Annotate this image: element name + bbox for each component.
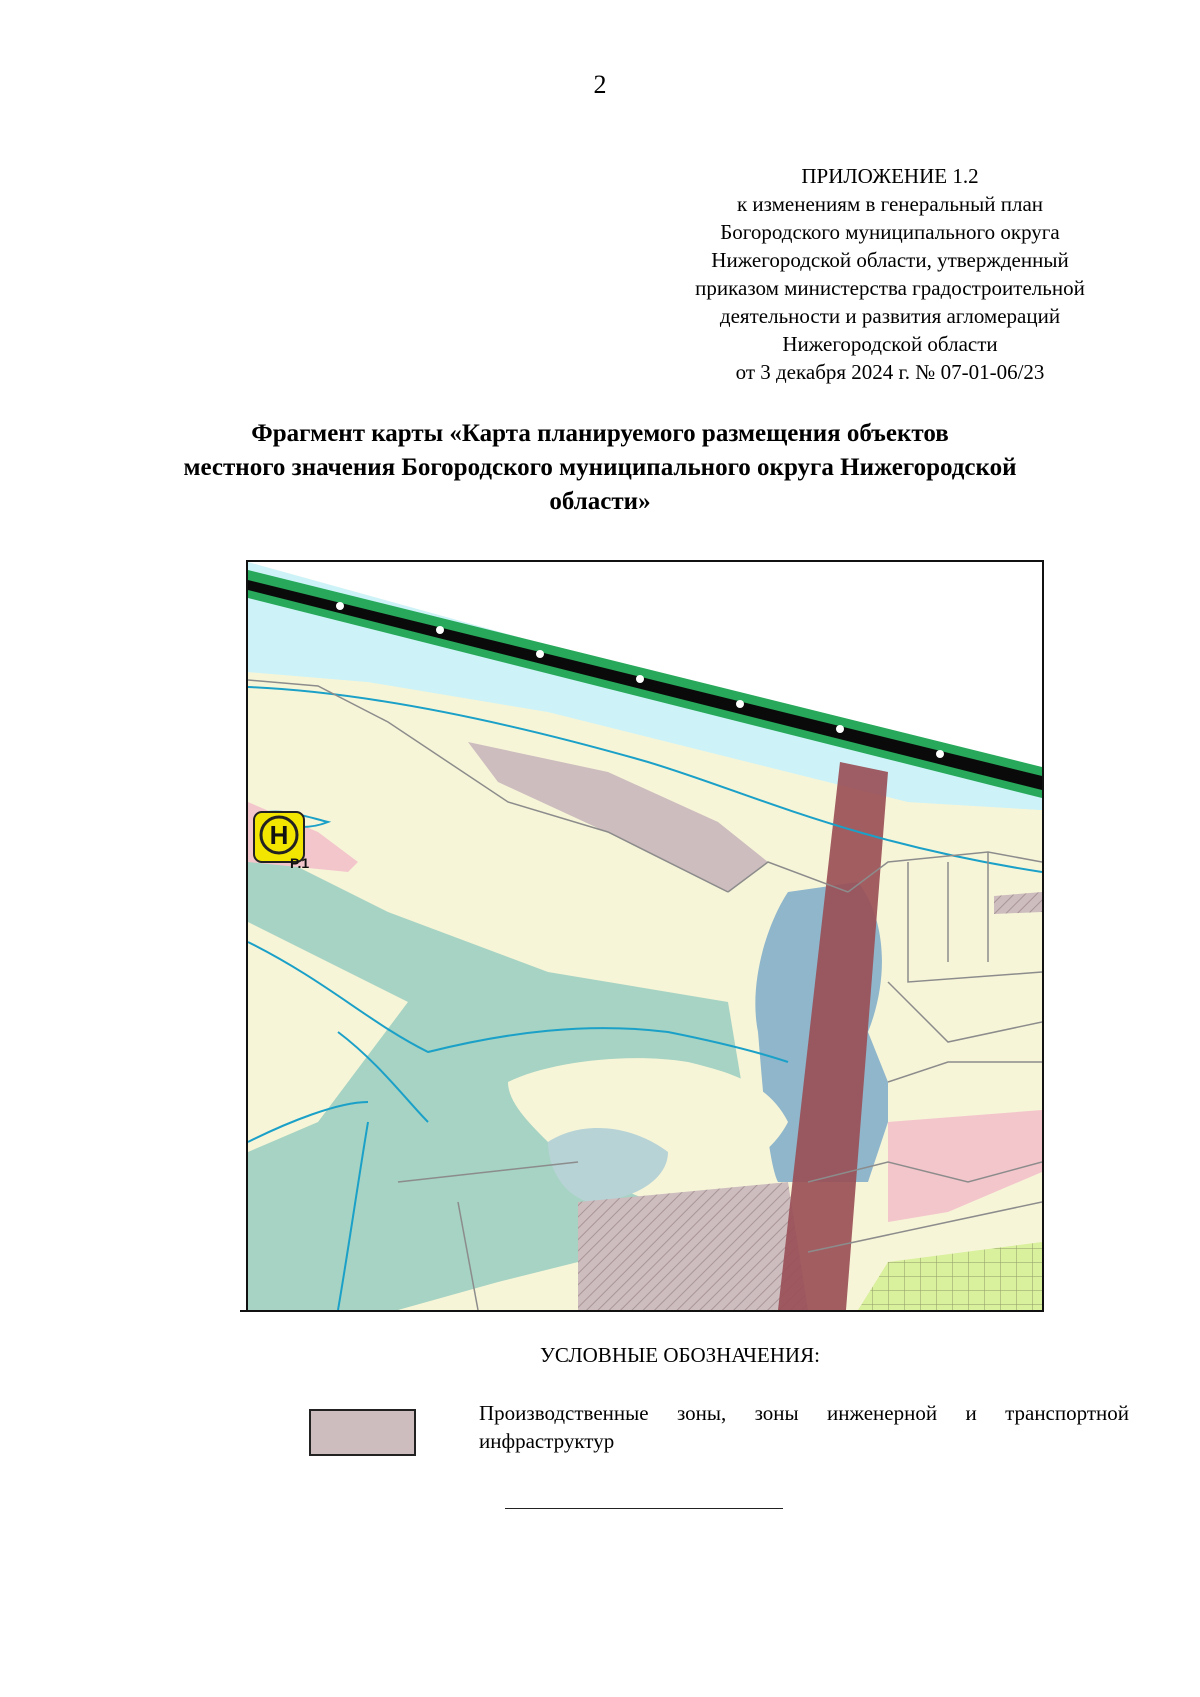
legend-swatch-production (309, 1409, 416, 1456)
production-zone-hatched (578, 1182, 808, 1310)
title-line: Фрагмент карты «Карта планируемого размещения объектов (251, 420, 949, 447)
helipad-label: P.1 (290, 855, 310, 871)
legend-title: УСЛОВНЫЕ ОБОЗНАЧЕНИЯ: (540, 1343, 820, 1367)
appendix-line: Богородского муниципального округа (720, 220, 1060, 244)
map-canvas (248, 562, 1042, 1310)
title-line: местного значения Богородского муниципального округа Нижегородской (183, 454, 1017, 481)
helipad-symbol: Н (269, 820, 289, 850)
map-fragment (246, 560, 1044, 1312)
appendix-line: деятельности и развития агломераций (719, 304, 1061, 328)
appendix-line: к изменениям в генеральный план (736, 192, 1044, 216)
end-rule (505, 1508, 783, 1509)
map-frame-tick (240, 1310, 248, 1312)
appendix-line: Нижегородской области, утвержденный (711, 248, 1069, 272)
title-line: области» (549, 488, 651, 515)
document-title (100, 417, 1100, 519)
appendix-header (640, 162, 1140, 386)
appendix-line: ПРИЛОЖЕНИЕ 1.2 (801, 164, 979, 188)
legend-label-production: Производственные зоны, зоны инженерной и транспортной инфраструктур (479, 1401, 1129, 1453)
page-number: 2 (593, 70, 607, 99)
appendix-line: приказом министерства градостроительной (695, 276, 1085, 300)
appendix-line: от 3 декабря 2024 г. № 07-01-06/23 (735, 360, 1045, 384)
appendix-line: Нижегородской области (782, 332, 998, 356)
